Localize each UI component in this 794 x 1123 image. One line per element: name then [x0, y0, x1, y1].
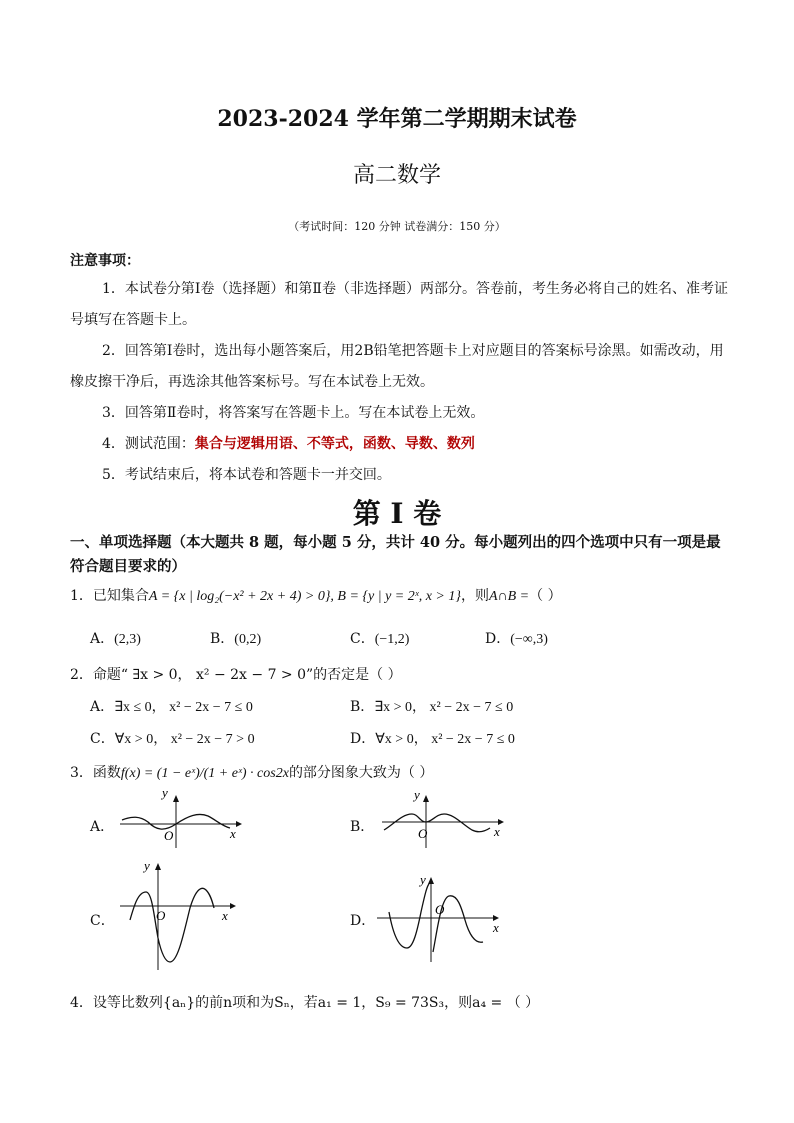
- note-item-4: [70, 429, 730, 460]
- q3-option-a[interactable]: A．: [90, 819, 115, 835]
- q1-option-a[interactable]: A．(2,3): [90, 631, 141, 647]
- note-item-1: 1．本试卷分第Ⅰ卷（选择题）和第Ⅱ卷（非选择题）两部分。答卷前，考生务必将自己的姓名、准考证号填写在答题卡上。: [70, 281, 728, 328]
- curve: [384, 814, 490, 832]
- q1-option-c[interactable]: C．(−1,2): [350, 631, 410, 647]
- notes-list: [70, 274, 730, 491]
- test-scope: 集合与逻辑用语、不等式，函数、导数、数列: [194, 436, 475, 452]
- note-item-3: 3．回答第Ⅱ卷时，将答案写在答题卡上。写在本试卷上无效。: [102, 405, 485, 421]
- question-2-stem: 2．命题“ ∃x > 0， x² − 2x − 7 > 0”的否定是（ ）: [70, 667, 402, 683]
- y-label: y: [144, 858, 150, 873]
- q3-option-d[interactable]: D．: [350, 913, 376, 929]
- q3-option-c[interactable]: C．: [90, 913, 115, 929]
- section-heading: 一、单项选择题（本大题共 8 题，每小题 5 分，共计 40 分。每小题列出的四个选项中只有一项是最符合题目要求的）: [70, 534, 721, 575]
- notes-heading: 注意事项：: [70, 253, 140, 269]
- x-arrow-icon: [230, 903, 236, 909]
- q3-stem-pre: 3．函数: [70, 765, 121, 781]
- y-arrow-icon: [173, 795, 179, 802]
- x-label: x: [222, 908, 228, 923]
- y-label: y: [162, 790, 168, 800]
- curve: [130, 888, 214, 962]
- q1-sets: A = {x | log₂(−x² + 2x + 4) > 0}, B = {y | y = 2ˣ, x > 1}: [148, 589, 461, 604]
- q1-paren: （ ）: [529, 588, 562, 604]
- note-item-2: 2．回答第Ⅰ卷时，选出每小题答案后，用2B铅笔把答题卡上对应题目的答案标号涂黑。如需改动，用橡皮擦干净后，再选涂其他答案标号。写在本试卷上无效。: [70, 343, 724, 390]
- origin-label: O: [435, 902, 445, 917]
- q3-function: f(x) = (1 − eˣ)/(1 + eˣ) · cos2x: [120, 766, 289, 781]
- question-4-stem: 4．设等比数列{aₙ}的前n项和为Sₙ，若a₁ = 1，S₉ = 73S₃，则a₄ = （ ）: [70, 995, 540, 1011]
- q3-graph-b[interactable]: [380, 790, 510, 850]
- exam-title: 2023-2024 学年第二学期期末试卷: [217, 106, 577, 132]
- q1-expr: A∩B =: [488, 589, 530, 604]
- y-arrow-icon: [428, 877, 434, 884]
- q1-option-d[interactable]: D．(−∞,3): [485, 631, 548, 647]
- x-label: x: [230, 826, 236, 841]
- q1-option-b[interactable]: B．(0,2): [210, 631, 262, 647]
- origin-label: O: [418, 826, 428, 841]
- x-label: x: [494, 824, 500, 839]
- question-3-stem: [70, 762, 433, 782]
- x-arrow-icon: [236, 821, 242, 827]
- q1-stem-post: ，则: [460, 588, 489, 604]
- q3-option-b[interactable]: B．: [350, 819, 375, 835]
- exam-subject: 高二数学: [352, 163, 441, 188]
- origin-label: O: [156, 908, 166, 923]
- volume-title: 第 I 卷: [352, 497, 442, 530]
- y-arrow-icon: [155, 863, 161, 870]
- q3-graph-d[interactable]: [375, 872, 515, 964]
- y-arrow-icon: [423, 795, 429, 802]
- exam-time-info: （考试时间：120 分钟 试卷满分：150 分）: [288, 220, 506, 233]
- note-item-5: 5．考试结束后，将本试卷和答题卡一并交回。: [102, 467, 391, 483]
- x-label: x: [493, 920, 499, 935]
- y-label: y: [414, 790, 420, 802]
- curve-left: [389, 884, 429, 948]
- q2-option-a[interactable]: A．∃x ≤ 0， x² − 2x − 7 ≤ 0: [90, 699, 253, 715]
- q2-option-c[interactable]: C．∀x > 0， x² − 2x − 7 > 0: [90, 731, 255, 747]
- q3-graph-a[interactable]: [118, 790, 248, 850]
- q2-option-b[interactable]: B．∃x > 0， x² − 2x − 7 ≤ 0: [350, 699, 514, 715]
- q2-option-d[interactable]: D．∀x > 0， x² − 2x − 7 ≤ 0: [350, 731, 515, 747]
- origin-label: O: [164, 828, 174, 843]
- q3-graph-c[interactable]: [118, 858, 248, 973]
- q1-stem-pre: 1．已知集合: [70, 588, 149, 604]
- question-1-stem: [70, 585, 562, 605]
- q3-stem-post: 的部分图象大致为（ ）: [288, 765, 434, 781]
- y-label: y: [420, 872, 426, 887]
- note-item-4-prefix: 4．测试范围：: [102, 436, 195, 452]
